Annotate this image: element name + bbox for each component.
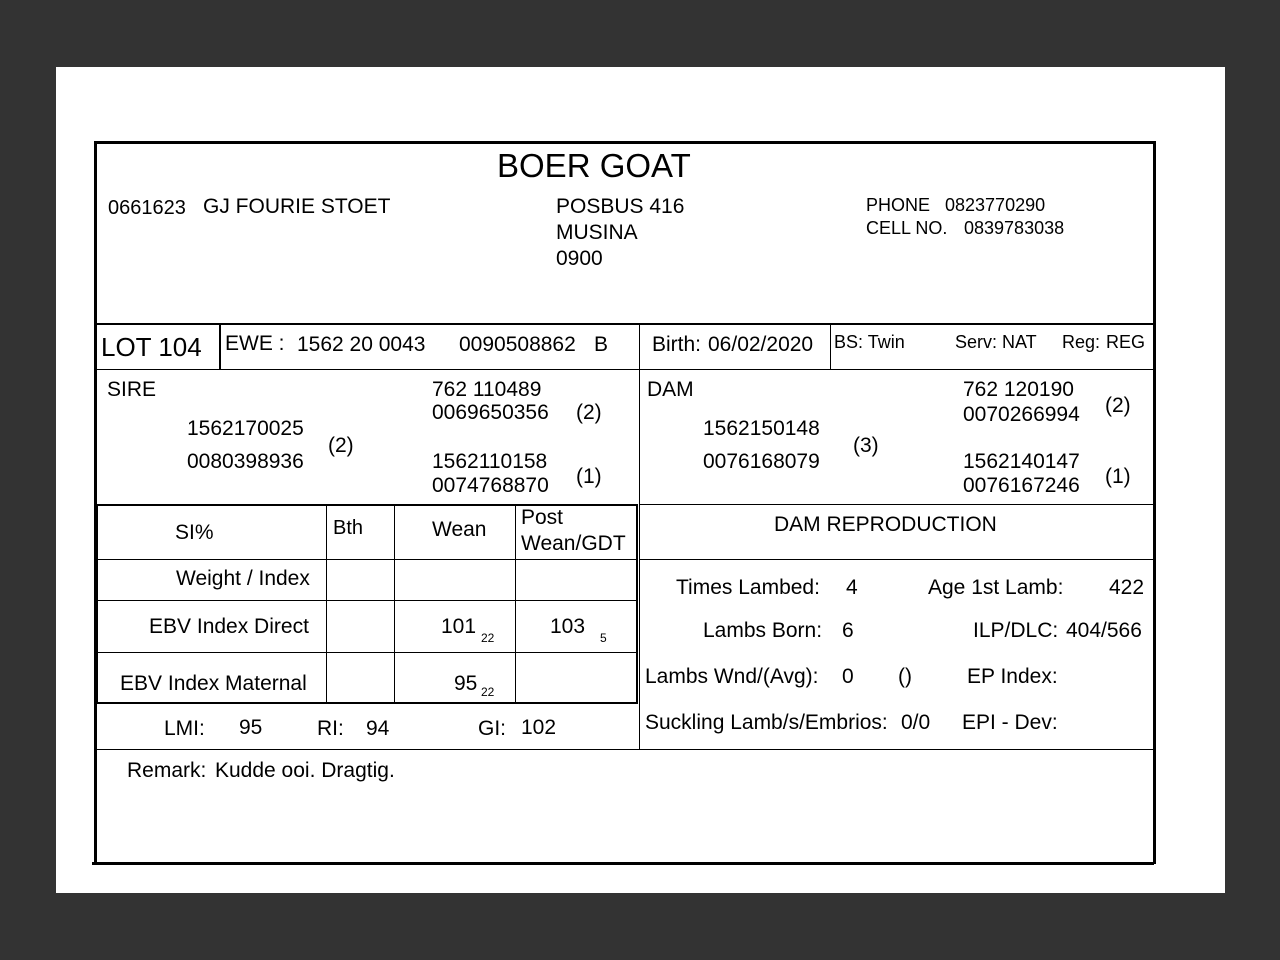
perf-row-line-2 xyxy=(96,600,638,601)
service-type: Serv: NAT xyxy=(955,332,1037,352)
phone-label: PHONE xyxy=(866,195,931,215)
sire-sire-grade: (2) xyxy=(576,401,602,424)
gi-value: 102 xyxy=(521,716,557,739)
remark-text: Kudde ooi. Dragtig. xyxy=(215,759,395,782)
ebv-direct-post-accuracy: 5 xyxy=(600,631,607,645)
ewe-label: EWE : xyxy=(225,332,285,355)
gi-label: GI: xyxy=(478,717,507,740)
ewe-reg: 0090508862 xyxy=(459,333,576,356)
post-header-2: Wean/GDT xyxy=(521,532,626,555)
ebv-maternal-wean-accuracy: 22 xyxy=(481,685,495,699)
dam-dam-grade: (1) xyxy=(1105,465,1131,488)
birth-date: 06/02/2020 xyxy=(708,333,814,356)
divider-lot-top xyxy=(94,323,1154,325)
sire-reg: 0080398936 xyxy=(187,450,304,473)
lambs-born-label: Lambs Born: xyxy=(703,619,823,642)
divider-lot-bottom xyxy=(94,369,1154,370)
frame-right xyxy=(1153,141,1156,864)
age-first-lamb-value: 422 xyxy=(1109,576,1145,599)
post-header-1: Post xyxy=(521,506,564,529)
reg-value: REG xyxy=(1106,332,1146,352)
ilp-value: 404/566 xyxy=(1066,619,1142,642)
divider-lot-1 xyxy=(219,324,221,370)
divider-index-bottom xyxy=(94,749,1154,750)
suckling-value: 0/0 xyxy=(901,711,931,734)
divider-lot-3 xyxy=(830,324,831,370)
breeder-id: 0661623 xyxy=(108,197,186,219)
perf-row-line-3 xyxy=(96,652,638,653)
epi-dev-label: EPI - Dev: xyxy=(962,711,1058,734)
lot-number: LOT 104 xyxy=(101,332,202,362)
cell-label: CELL NO. xyxy=(866,218,948,238)
ebv-maternal-label: EBV Index Maternal xyxy=(120,672,307,695)
perf-table-left xyxy=(96,506,98,702)
lambs-wnd-value: 0 xyxy=(842,665,854,688)
ri-label: RI: xyxy=(317,717,344,740)
dam-dam-reg: 0076167246 xyxy=(963,474,1080,497)
breeder-name: GJ FOURIE STOET xyxy=(203,195,391,218)
ep-index-label: EP Index: xyxy=(967,665,1058,688)
times-lambed-label: Times Lambed: xyxy=(676,576,820,599)
perf-col-line-3 xyxy=(515,506,516,702)
perf-col-line-1 xyxy=(326,506,327,702)
bth-header: Bth xyxy=(333,517,364,539)
birth-label: Birth: xyxy=(652,333,702,356)
sire-sire-id: 762 110489 xyxy=(432,378,542,401)
lmi-value: 95 xyxy=(239,716,263,739)
ilp-label: ILP/DLC: xyxy=(973,619,1059,642)
perf-table-bottom xyxy=(96,702,638,704)
dam-sire-reg: 0070266994 xyxy=(963,403,1080,426)
address-line-1: POSBUS 416 xyxy=(556,195,685,218)
sire-dam-id: 1562110158 xyxy=(432,450,548,473)
age-first-lamb-label: Age 1st Lamb: xyxy=(928,576,1064,599)
frame-left xyxy=(94,141,97,864)
divider-lot-2 xyxy=(639,324,640,370)
divider-pedigree-right xyxy=(639,504,1154,505)
frame-bottom xyxy=(92,862,1154,865)
divider-center xyxy=(639,370,640,750)
ewe-id: 1562 20 0043 xyxy=(297,333,426,356)
suckling-label: Suckling Lamb/s/Embrios: xyxy=(645,711,888,734)
ebv-direct-label: EBV Index Direct xyxy=(149,615,309,638)
sire-id: 1562170025 xyxy=(187,417,304,440)
perf-row-line-1 xyxy=(96,559,638,560)
lambs-wnd-avg: () xyxy=(898,665,912,688)
dam-grade: (3) xyxy=(853,434,879,457)
ebv-direct-post: 103 xyxy=(550,615,586,638)
dam-sire-grade: (2) xyxy=(1105,394,1131,417)
remark-label: Remark: xyxy=(127,759,207,782)
perf-table-right xyxy=(636,506,638,702)
address-line-2: MUSINA xyxy=(556,221,638,244)
ebv-maternal-wean: 95 xyxy=(454,672,478,695)
ebv-direct-wean-accuracy: 22 xyxy=(481,631,495,645)
sire-label: SIRE xyxy=(107,378,157,401)
ebv-direct-wean: 101 xyxy=(441,615,477,638)
ewe-grade: B xyxy=(594,333,609,356)
address-line-3: 0900 xyxy=(556,247,603,270)
wean-header: Wean xyxy=(432,518,487,541)
cell-value: 0839783038 xyxy=(964,218,1065,238)
dam-label: DAM xyxy=(647,378,694,401)
si-header: SI% xyxy=(175,521,214,544)
perf-col-line-2 xyxy=(394,506,395,702)
times-lambed-value: 4 xyxy=(846,576,858,599)
page-title: BOER GOAT xyxy=(497,147,691,184)
sire-dam-reg: 0074768870 xyxy=(432,474,549,497)
ri-value: 94 xyxy=(366,717,390,740)
phone-value: 0823770290 xyxy=(945,195,1046,215)
lambs-born-value: 6 xyxy=(842,619,854,642)
lmi-label: LMI: xyxy=(164,717,205,740)
repro-title: DAM REPRODUCTION xyxy=(774,513,997,536)
dam-id: 1562150148 xyxy=(703,417,820,440)
lambs-wnd-label: Lambs Wnd/(Avg): xyxy=(645,665,819,688)
sire-sire-reg: 0069650356 xyxy=(432,401,549,424)
sire-grade: (2) xyxy=(328,434,354,457)
divider-repro-title xyxy=(639,559,1154,560)
dam-dam-id: 1562140147 xyxy=(963,450,1080,473)
birth-status: BS: Twin xyxy=(834,332,905,352)
dam-sire-id: 762 120190 xyxy=(963,378,1074,401)
frame-top xyxy=(94,141,1156,144)
reg-label: Reg: xyxy=(1062,332,1101,352)
dam-reg: 0076168079 xyxy=(703,450,820,473)
sire-dam-grade: (1) xyxy=(576,465,602,488)
weight-index-label: Weight / Index xyxy=(176,567,310,590)
